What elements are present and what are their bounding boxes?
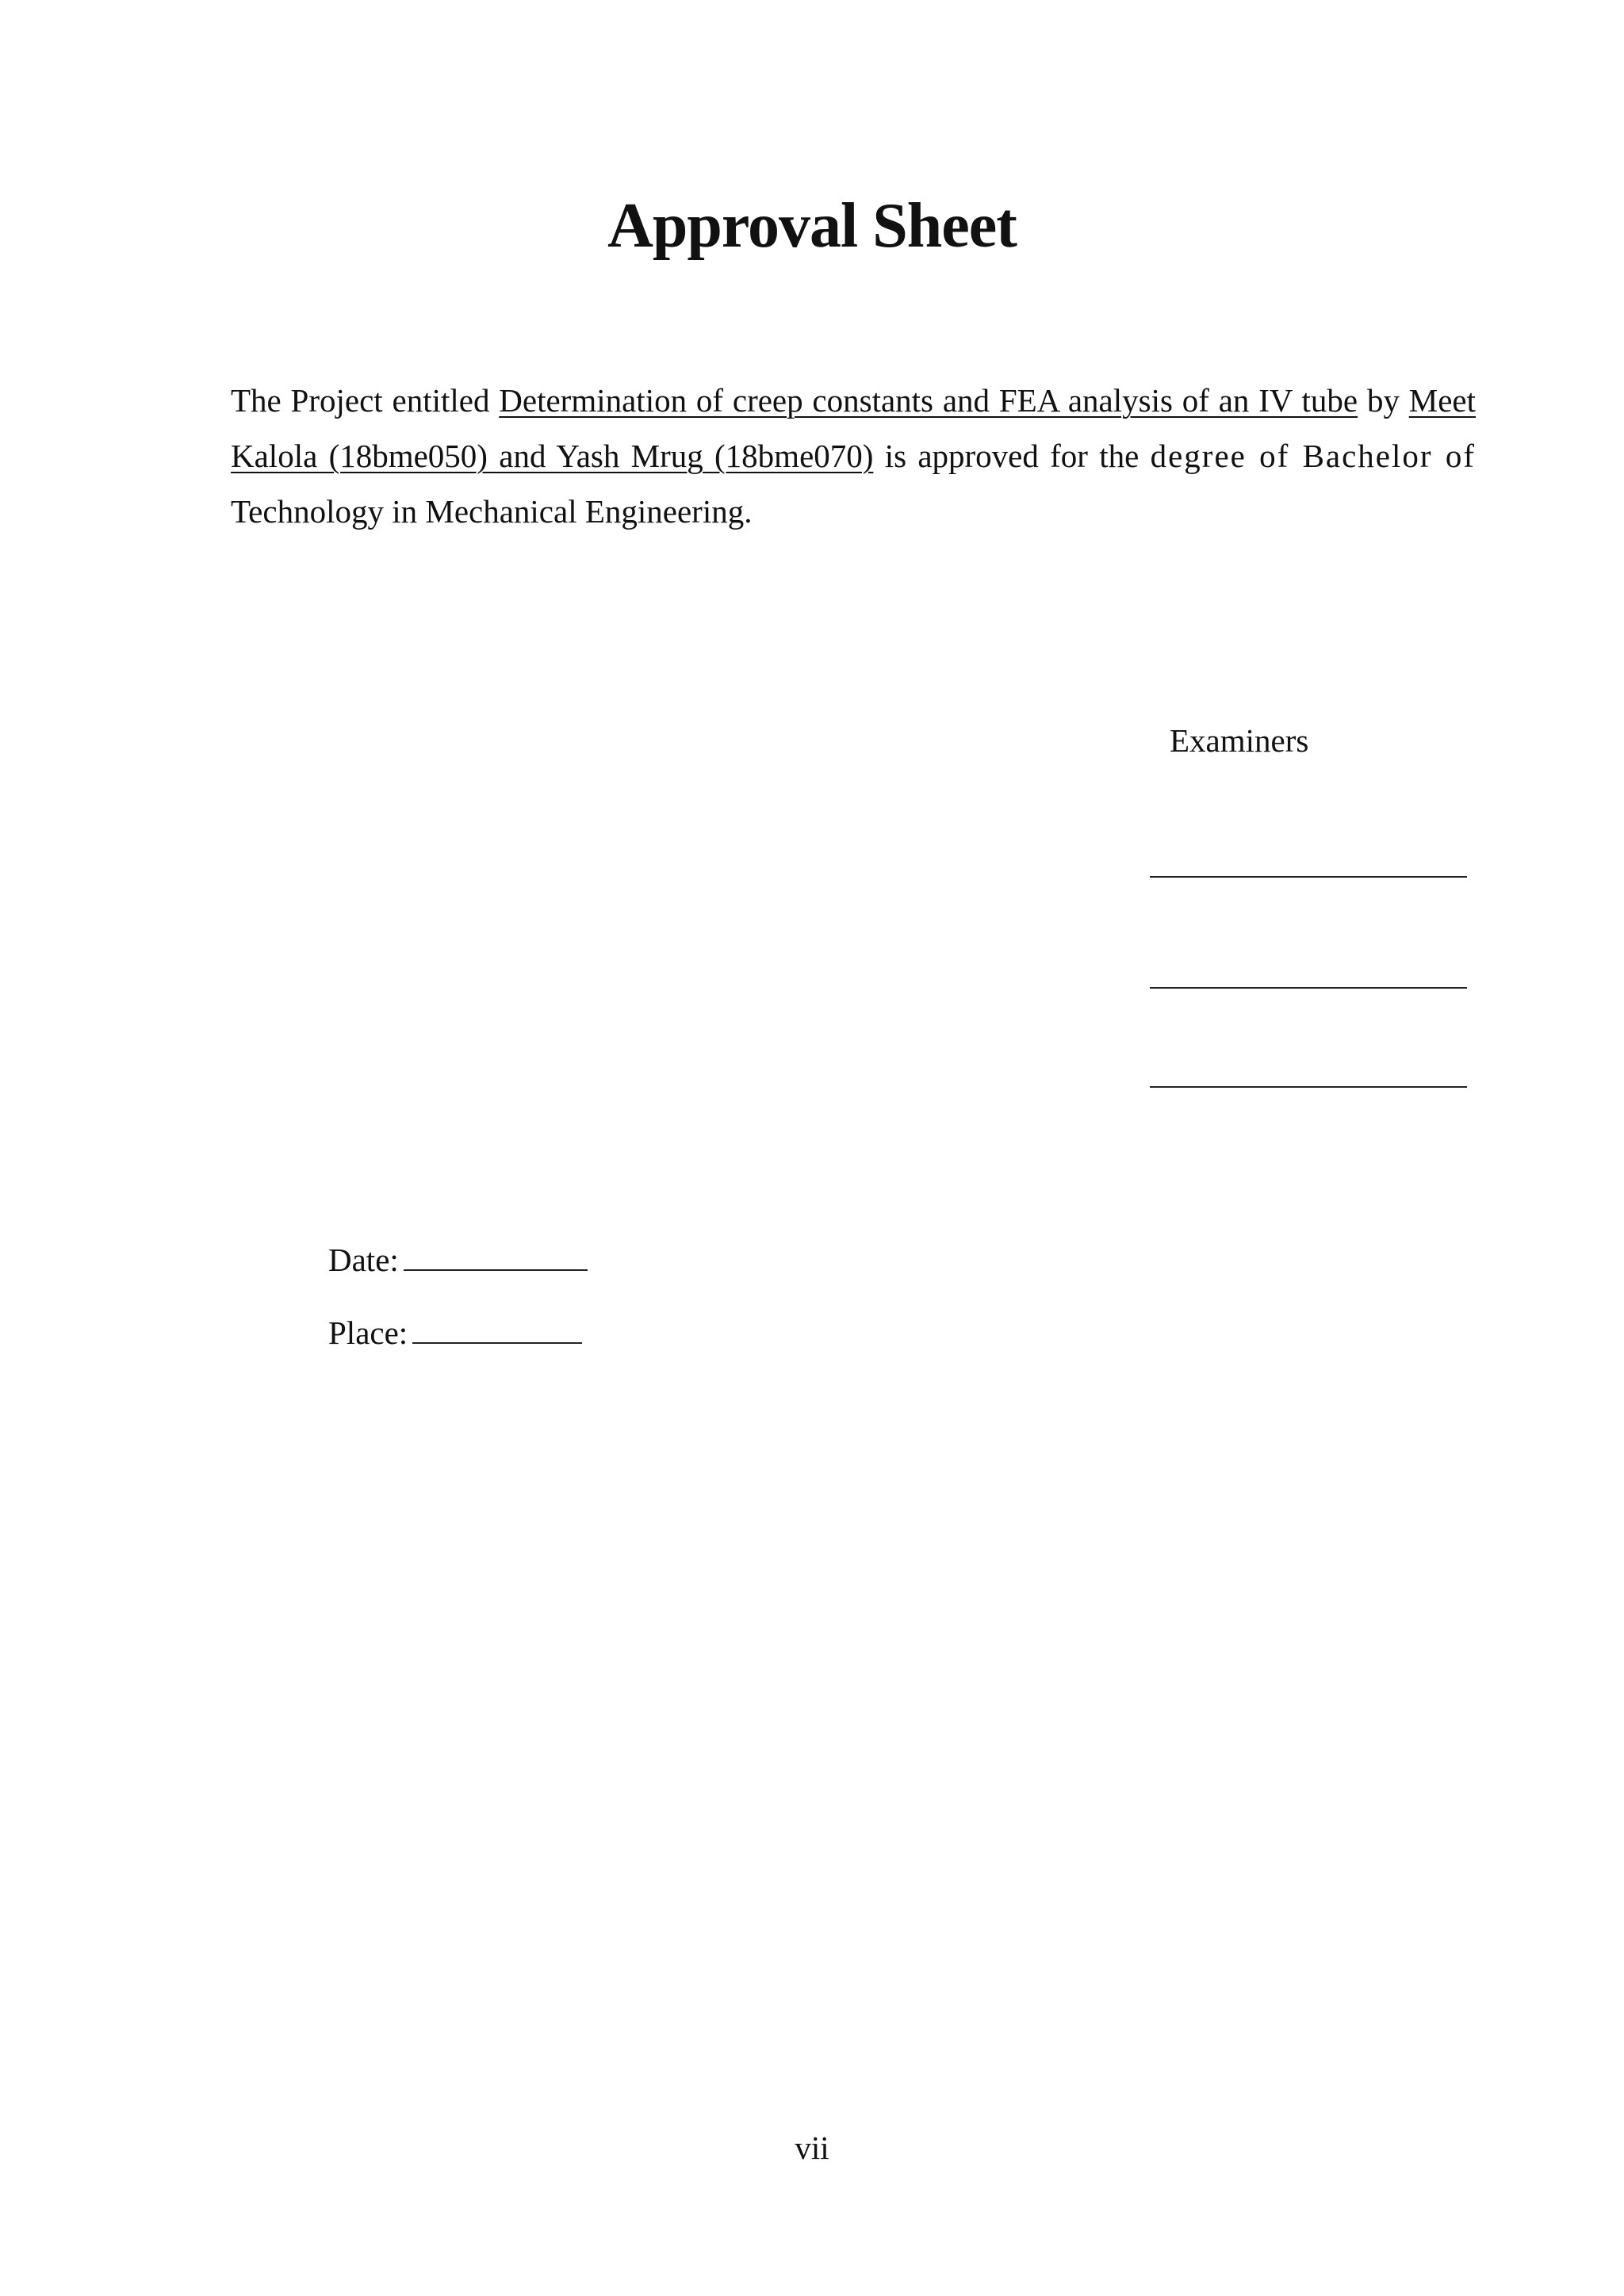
by-text: by [1358,382,1409,419]
examiner-signature-line-2 [1150,987,1467,989]
date-label: Date: [328,1242,399,1278]
examiner-signature-line-3 [1150,1086,1467,1088]
date-field [328,1241,588,1279]
date-blank-line [404,1246,588,1271]
examiner-signature-line-1 [1150,876,1467,878]
approval-statement [231,373,1476,539]
place-field [328,1314,582,1352]
degree-text: degree of Bachelor of [1150,438,1476,474]
project-title: Determination of creep constants and FEA analysis of an IV tube [499,382,1358,419]
intro-text: The Project entitled [231,382,500,419]
closing-text: Technology in Mechanical Engineering. [231,493,753,530]
place-blank-line [412,1318,582,1344]
examiners-label: Examiners [1170,722,1309,759]
page-number: vii [795,2130,829,2166]
place-label: Place: [328,1314,408,1351]
authors: Meet Kalola (18bme050) and Yash Mrug (18bme070) [231,382,1477,474]
approved-text: is approved for the [873,438,1151,474]
page-title: Approval Sheet [607,191,1017,261]
